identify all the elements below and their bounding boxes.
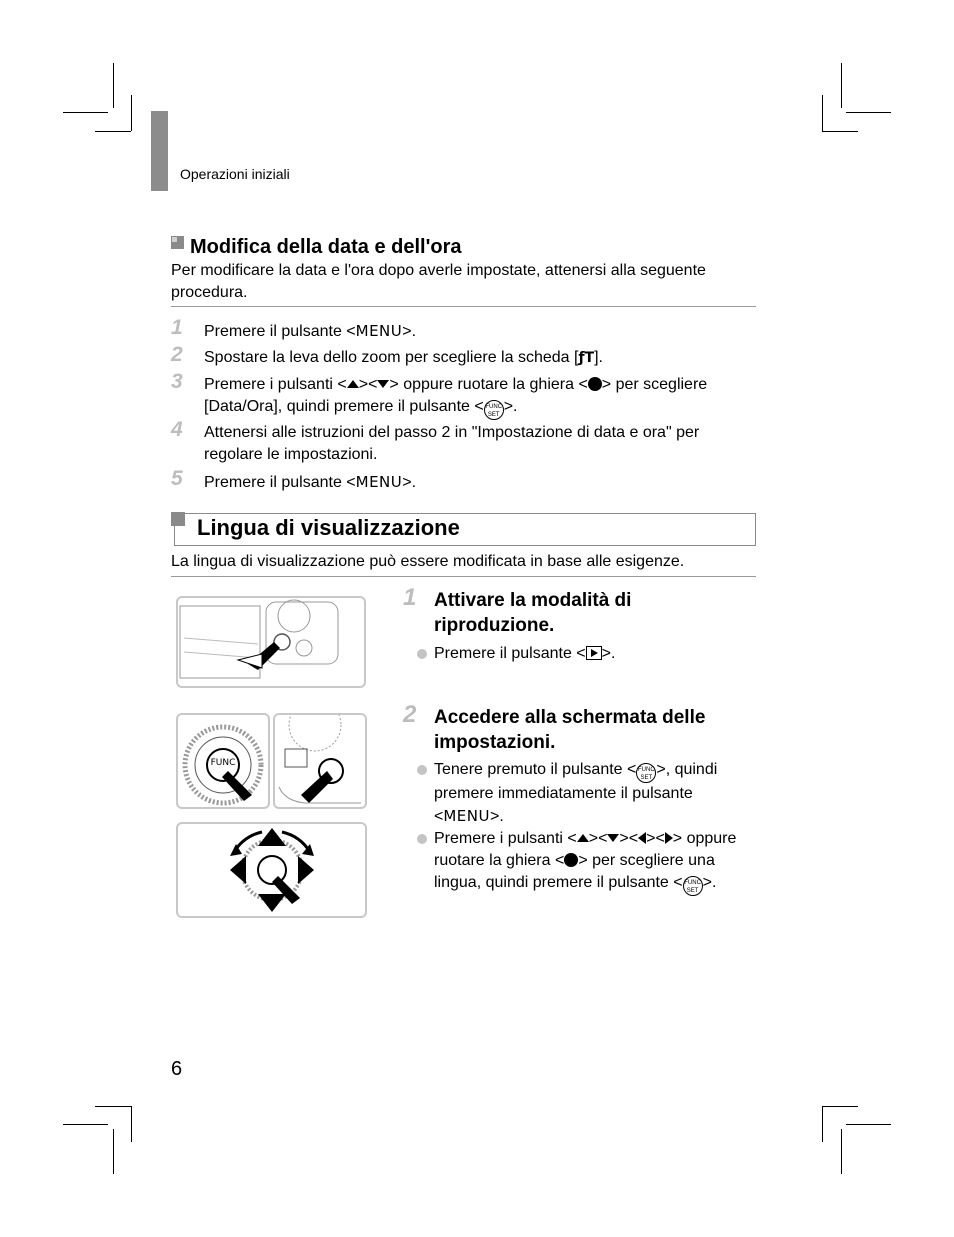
camera-back-illustration	[176, 596, 366, 688]
crop-mark	[846, 112, 891, 113]
tool-tab-icon: ƒT	[578, 350, 595, 366]
func-set-icon: FUNC SET	[484, 400, 504, 420]
section-square-icon	[171, 236, 184, 249]
down-arrow-icon	[377, 380, 389, 388]
down-arrow-icon	[607, 834, 619, 842]
running-head: Operazioni iniziali	[180, 166, 290, 182]
left-arrow-icon	[638, 832, 646, 844]
crop-mark	[131, 95, 132, 131]
svg-text:FUNC: FUNC	[210, 758, 236, 768]
bullet-icon	[417, 649, 427, 659]
crop-mark	[841, 63, 842, 108]
crop-mark	[822, 95, 823, 131]
bullet-item: Tenere premuto il pulsante < FUNC SET >, quindi premere immediatamente il pulsante <MENU>.	[403, 759, 753, 828]
crop-mark	[63, 112, 108, 113]
bullet-icon	[417, 765, 427, 775]
step-3: 3 Premere i pulsanti < >< > oppure ruotare la ghiera < > per scegliere [Data/Ora], quindi premere il pulsante < FUNC SET >.	[171, 370, 708, 418]
language-step-2: 2 Accedere alla schermata delle impostazioni.	[403, 701, 706, 753]
section-title-language: Lingua di visualizzazione	[197, 515, 460, 540]
four-way-controller-illustration	[176, 822, 367, 918]
menu-button-icon: MENU	[355, 473, 403, 491]
up-arrow-icon	[347, 380, 359, 388]
divider	[171, 576, 756, 577]
func-set-icon: FUNC SET	[636, 763, 656, 783]
control-dial-icon	[588, 377, 602, 391]
crop-mark	[822, 131, 858, 132]
func-set-wheel-illustration	[176, 713, 270, 809]
right-arrow-icon	[665, 832, 673, 844]
crop-mark	[95, 131, 131, 132]
menu-button-icon: MENU	[443, 807, 490, 825]
step-5: 5 Premere il pulsante <MENU>.	[171, 467, 417, 491]
menu-button-illustration	[273, 713, 367, 809]
section-title-date-time: Modifica della data e dell'ora	[171, 236, 462, 259]
crop-mark	[95, 1106, 131, 1107]
bullet-icon	[417, 834, 427, 844]
crop-mark	[63, 1124, 108, 1125]
playback-icon	[586, 646, 602, 660]
crop-mark	[131, 1106, 132, 1142]
divider	[171, 306, 756, 307]
bullet-item: Premere i pulsanti < >< >< >< > oppure ruotare la ghiera < > per scegliere una lingua, quindi premere il pulsante < FUNC SET >.	[403, 828, 753, 896]
step-2: 2 Spostare la leva dello zoom per scegliere la scheda [ƒT].	[171, 343, 603, 366]
crop-mark	[822, 1106, 858, 1107]
language-step-1: 1 Attivare la modalità di riproduzione.	[403, 584, 632, 636]
crop-mark	[113, 1129, 114, 1174]
step-4: 4 Attenersi alle istruzioni del passo 2 in "Impostazione di data e ora" per regolare le impostazioni.	[171, 418, 700, 463]
section-intro: Per modificare la data e l'ora dopo averle impostate, attenersi alla seguente procedura.	[171, 262, 706, 301]
playback-button-illustration	[178, 598, 364, 686]
up-arrow-icon	[577, 834, 589, 842]
step-1: 1 Premere il pulsante <MENU>.	[171, 316, 417, 340]
section-square-icon	[171, 512, 185, 526]
section-intro: La lingua di visualizzazione può essere modificata in base alle esigenze.	[171, 553, 685, 570]
crop-mark	[113, 63, 114, 108]
crop-mark	[841, 1129, 842, 1174]
bullet-item: Premere il pulsante < >.	[403, 643, 753, 665]
control-dial-icon	[564, 853, 578, 867]
chapter-tab-bar	[151, 111, 168, 191]
page-number: 6	[171, 1058, 183, 1080]
menu-button-icon: MENU	[355, 322, 403, 340]
crop-mark	[822, 1106, 823, 1142]
crop-mark	[846, 1124, 891, 1125]
func-set-icon: FUNC SET	[683, 876, 703, 896]
